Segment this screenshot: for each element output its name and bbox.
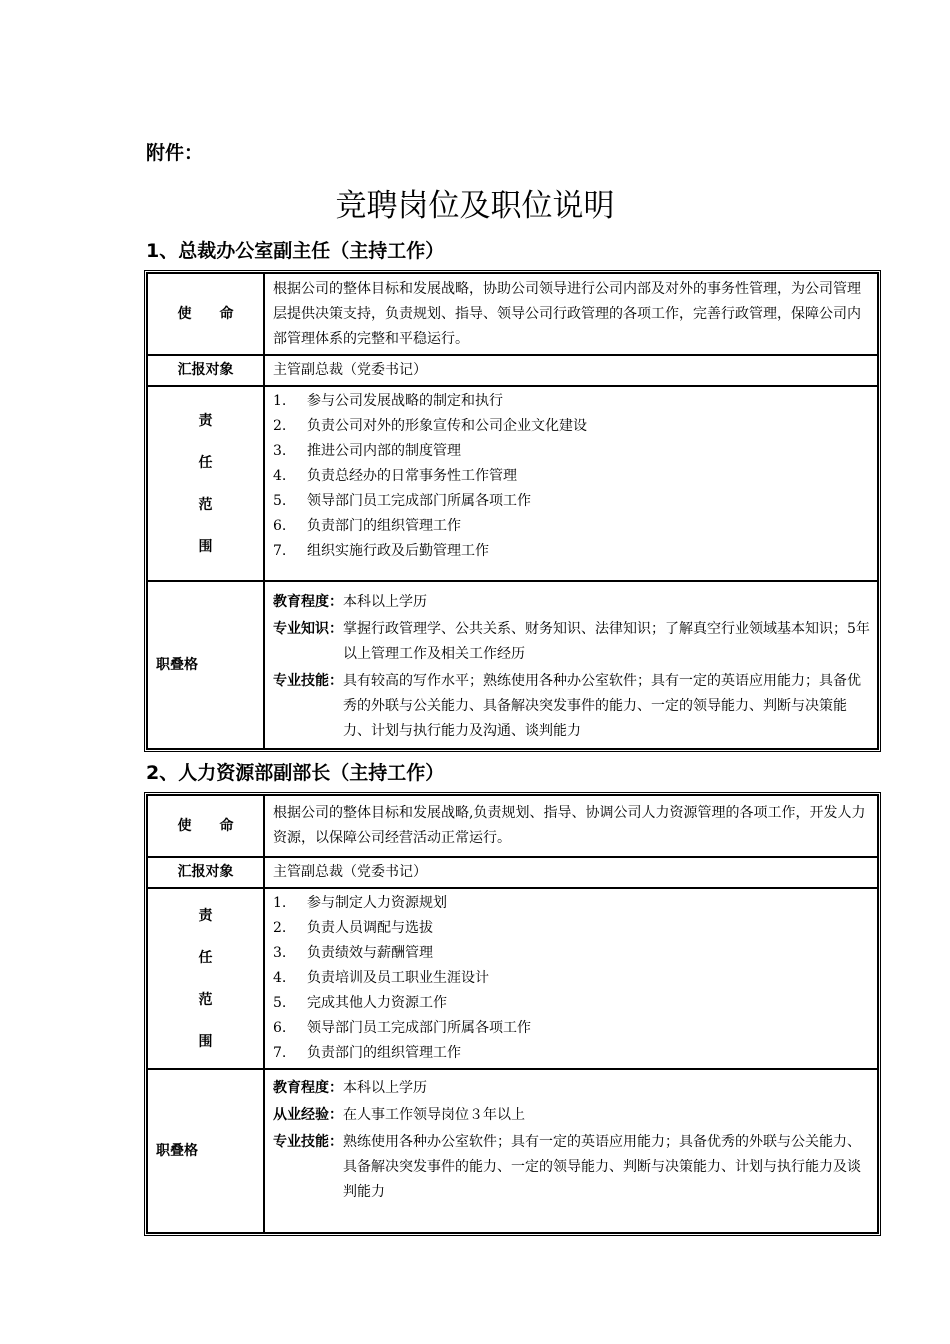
resp-char: 范	[198, 496, 213, 513]
qualification-row: 专业知识： 掌握行政管理学、公共关系、财务知识、法律知识；了解真空行业领域基本知识；5年以上管理工作及相关工作经历	[273, 621, 870, 662]
responsibility-list-cell	[264, 888, 878, 1069]
list-item: 6. 负责部门的组织管理工作	[273, 518, 461, 534]
list-item: 1. 参与公司发展战略的制定和执行	[273, 393, 503, 409]
resp-char: 围	[198, 538, 213, 555]
list-item: 7. 组织实施行政及后勤管理工作	[273, 543, 489, 559]
report-to-label: 汇报对象	[147, 857, 264, 888]
list-item: 1. 参与制定人力资源规划	[273, 895, 447, 911]
mission-text: 根据公司的整体目标和发展战略,负责规划、指导、协调公司人力资源管理的各项工作，开发人力资源，以保障公司经营活动正常运行。	[264, 795, 878, 857]
list-item: 4. 负责培训及员工职业生涯设计	[273, 970, 489, 986]
list-item: 2. 负责人员调配与选拔	[273, 920, 433, 936]
job-table-2	[144, 792, 881, 1236]
list-item: 5. 完成其他人力资源工作	[273, 995, 447, 1011]
report-to-value: 主管副总裁（党委书记）	[264, 857, 878, 888]
list-item: 2. 负责公司对外的形象宣传和公司企业文化建设	[273, 418, 587, 434]
report-to-label: 汇报对象	[147, 355, 264, 386]
list-item: 3. 负责绩效与薪酬管理	[273, 945, 433, 961]
qualification-cell	[264, 1069, 878, 1233]
qualification-label: 职叠格	[147, 581, 264, 749]
attachment-label: 附件：	[146, 142, 204, 164]
responsibility-list	[273, 891, 871, 1066]
list-item: 7. 负责部门的组织管理工作	[273, 1045, 461, 1061]
responsibility-list-cell	[264, 386, 878, 581]
job-table-1	[144, 270, 881, 752]
report-to-value: 主管副总裁（党委书记）	[264, 355, 878, 386]
mission-label: 使 命	[147, 273, 264, 355]
mission-text: 根据公司的整体目标和发展战略，协助公司领导进行公司内部及对外的事务性管理，为公司管理层提供决策支持，负责规划、指导、领导公司行政管理的各项工作，完善行政管理，保障公司内部管理体系的完整和平稳运行。	[264, 273, 878, 355]
list-item: 4. 负责总经办的日常事务性工作管理	[273, 468, 517, 484]
section-heading-1: 1、总裁办公室副主任（主持工作）	[146, 240, 445, 262]
qualification-row: 教育程度： 本科以上学历	[273, 1080, 427, 1096]
resp-char: 任	[198, 949, 213, 966]
qualification-label: 职叠格	[147, 1069, 264, 1233]
resp-char: 责	[198, 907, 213, 924]
responsibility-label	[147, 386, 264, 581]
section-heading-2: 2、人力资源部副部长（主持工作）	[146, 762, 445, 784]
resp-char: 责	[198, 412, 213, 429]
qualification-row: 专业技能： 熟练使用各种办公室软件；具有一定的英语应用能力；具备优秀的外联与公关能力、具备解决突发事件的能力、一定的领导能力、判断与决策能力、计划与执行能力及谈判能力	[273, 1134, 861, 1200]
qualification-row: 教育程度： 本科以上学历	[273, 594, 427, 610]
list-item: 6. 领导部门员工完成部门所属各项工作	[273, 1020, 531, 1036]
mission-label: 使 命	[147, 795, 264, 857]
qualification-row: 从业经验： 在人事工作领导岗位３年以上	[273, 1107, 525, 1123]
document-title: 竞聘岗位及职位说明	[335, 188, 615, 224]
qualification-cell	[264, 581, 878, 749]
list-item: 5. 领导部门员工完成部门所属各项工作	[273, 493, 531, 509]
responsibility-list	[273, 389, 871, 564]
list-item: 3. 推进公司内部的制度管理	[273, 443, 461, 459]
resp-char: 范	[198, 991, 213, 1008]
responsibility-label	[147, 888, 264, 1069]
resp-char: 任	[198, 454, 213, 471]
resp-char: 围	[198, 1033, 213, 1050]
qualification-row: 专业技能： 具有较高的写作水平；熟练使用各种办公室软件；具有一定的英语应用能力；具备优秀的外联与公关能力、具备解决突发事件的能力、一定的领导能力、判断与决策能力、计划与执行能力及沟通、谈判能力	[273, 673, 861, 739]
